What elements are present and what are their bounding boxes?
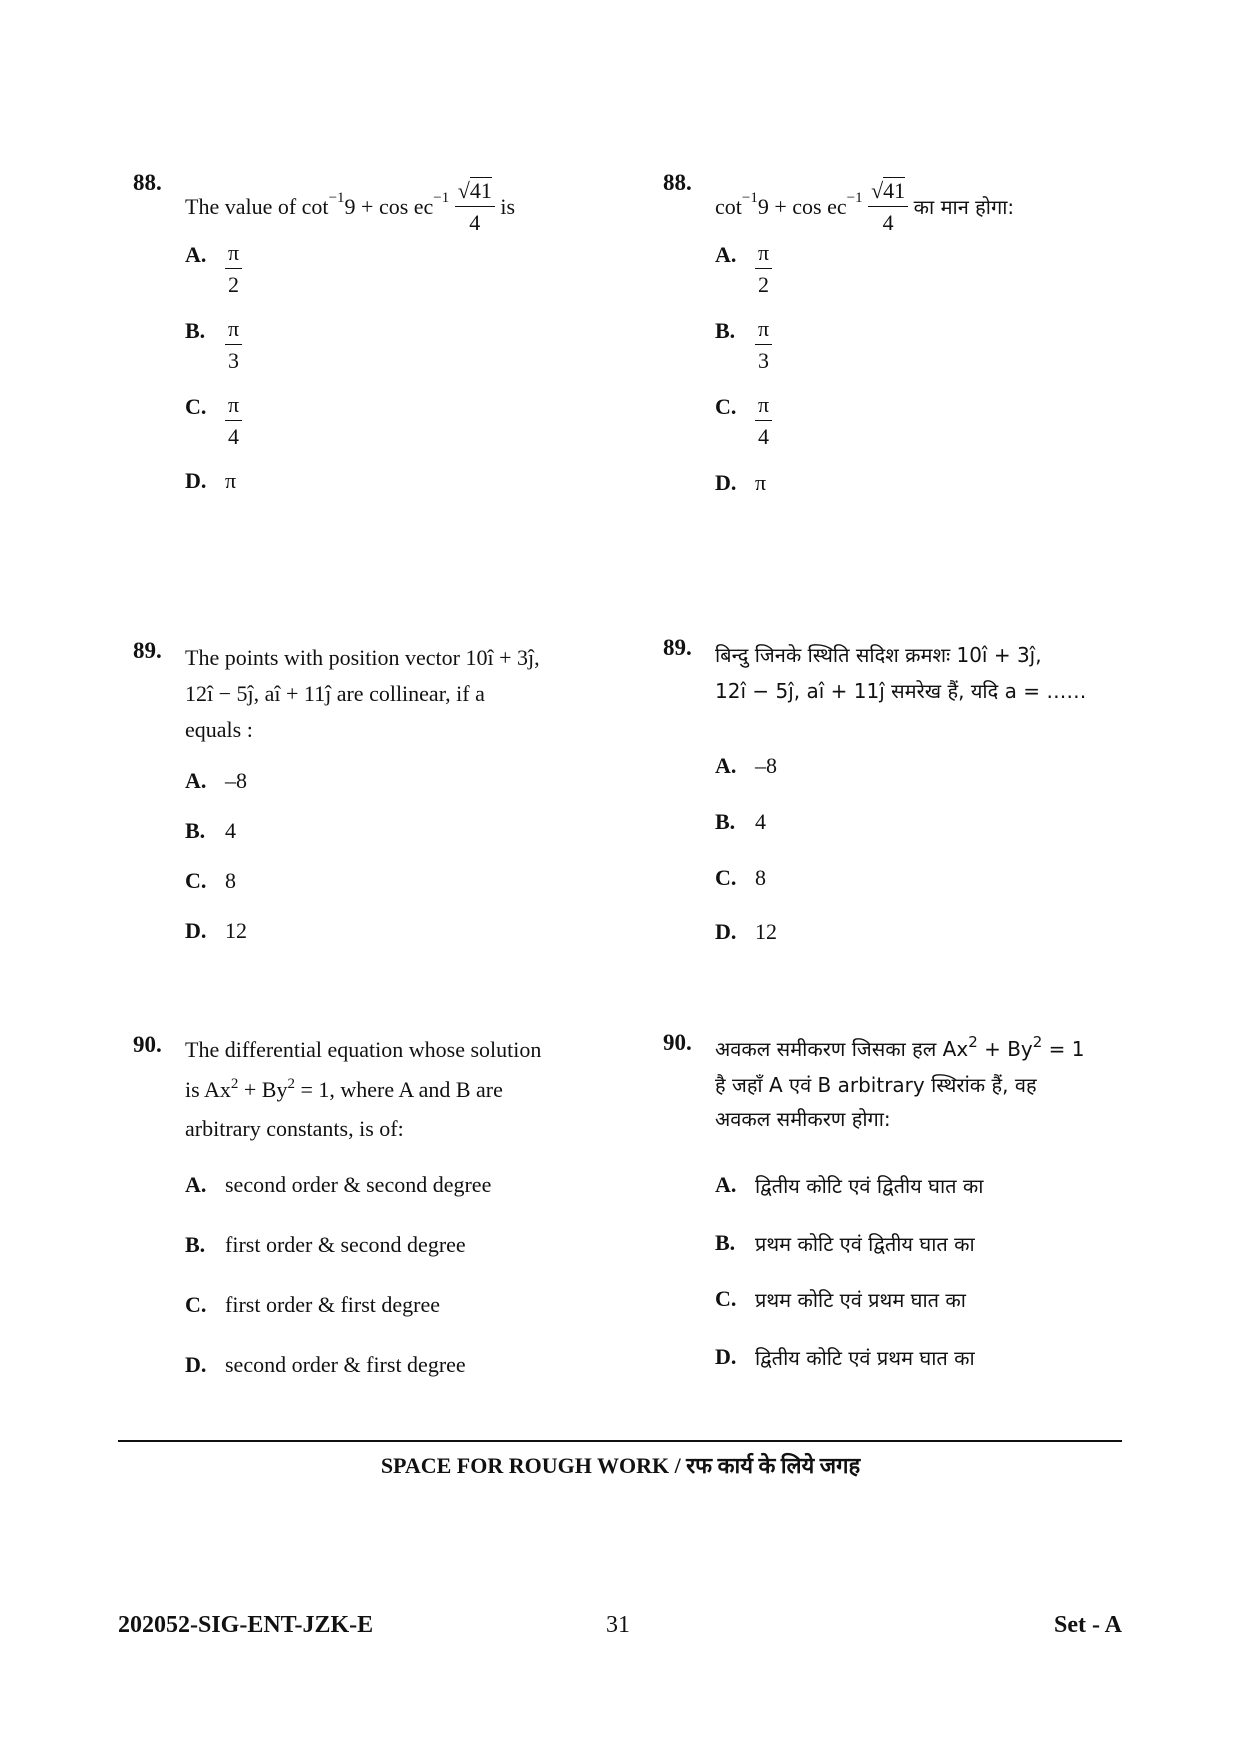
option-a[interactable]: A. $\frac{\pi}{2}$ <box>715 242 1133 296</box>
fraction-sqrt41-over-4: $\frac{√41}{4}$ <box>868 180 908 234</box>
option-b[interactable]: B. प्रथम कोटि एवं द्वितीय घात का <box>715 1230 975 1256</box>
option-c[interactable]: C. $\frac{\pi}{4}$ <box>715 394 1133 448</box>
option-a[interactable]: A. द्वितीय कोटि एवं द्वितीय घात का <box>715 1172 984 1198</box>
page-number: 31 <box>606 1612 630 1638</box>
option-d[interactable]: D. π <box>715 470 767 495</box>
option-c[interactable]: C. $\frac{\pi}{4}$ <box>185 394 603 448</box>
rough-work-heading: SPACE FOR ROUGH WORK / रफ कार्य के लिये जगह <box>380 1453 861 1478</box>
question-number: 89. <box>133 638 162 663</box>
option-d[interactable]: D. 12 <box>715 919 777 944</box>
question-text: The differential equation whose solution is $Ax^2 + By^2 = 1$, where A and B are arbitrary constants, is of: <box>185 1037 542 1141</box>
question-number: 90. <box>133 1032 162 1057</box>
question-number: 90. <box>663 1030 692 1055</box>
option-d[interactable]: D. 12 <box>185 918 247 943</box>
question-number: 88. <box>133 170 162 195</box>
option-d[interactable]: D. द्वितीय कोटि एवं प्रथम घात का <box>715 1344 975 1370</box>
footer-code: 202052-SIG-ENT-JZK-E <box>118 1612 374 1638</box>
option-b[interactable]: B. 4 <box>185 818 236 843</box>
option-c[interactable]: C. प्रथम कोटि एवं प्रथम घात का <box>715 1286 966 1312</box>
option-a[interactable]: A. –8 <box>715 753 777 778</box>
option-b[interactable]: B. $\frac{\pi}{3}$ <box>715 318 1133 372</box>
option-b[interactable]: B. 4 <box>715 809 766 834</box>
set-label: Set - A <box>1054 1612 1122 1638</box>
option-c[interactable]: C. first order & first degree <box>185 1292 441 1317</box>
option-a[interactable]: A. $\frac{\pi}{2}$ <box>185 242 603 296</box>
question-text: बिन्दु जिनके स्थिति सदिश क्रमशः 10î + 3ĵ, 12î − 5ĵ, aî + 11ĵ समरेख हैं, यदि a = …… <box>715 643 1087 703</box>
option-b[interactable]: B. $\frac{\pi}{3}$ <box>185 318 603 372</box>
question-number: 89. <box>663 635 692 660</box>
option-d[interactable]: D. second order & first degree <box>185 1352 466 1377</box>
question-number: 88. <box>663 170 692 195</box>
fraction-sqrt41-over-4: $\frac{√41}{4}$ <box>455 180 495 234</box>
option-c[interactable]: C. 8 <box>185 868 236 893</box>
hindi-column <box>663 0 1133 1430</box>
option-b[interactable]: B. first order & second degree <box>185 1232 466 1257</box>
question-text: The value of cot −1 9 + cos ec −1 $\frac{√41}{4}$ is <box>185 178 516 235</box>
option-a[interactable]: A. second order & second degree <box>185 1172 492 1197</box>
question-text: The points with position vector 10î + 3ĵ, 12î − 5ĵ, aî + 11ĵ are collinear, if a equals : <box>185 645 540 742</box>
question-text: cot −1 9 + cos ec −1 $\frac{√41}{4}$ का मान होगा: <box>715 178 1015 235</box>
option-a[interactable]: A. –8 <box>185 768 247 793</box>
question-text: अवकल समीकरण जिसका हल $Ax^2 + By^2 = 1$ है जहाँ A एवं B arbitrary स्थिरांक हैं, वह अवकल समीकरण होगा: <box>715 1033 1085 1131</box>
option-c[interactable]: C. 8 <box>715 865 766 890</box>
divider-rule <box>118 1440 1122 1442</box>
option-d[interactable]: D. π <box>185 468 237 493</box>
english-column <box>133 0 603 1430</box>
